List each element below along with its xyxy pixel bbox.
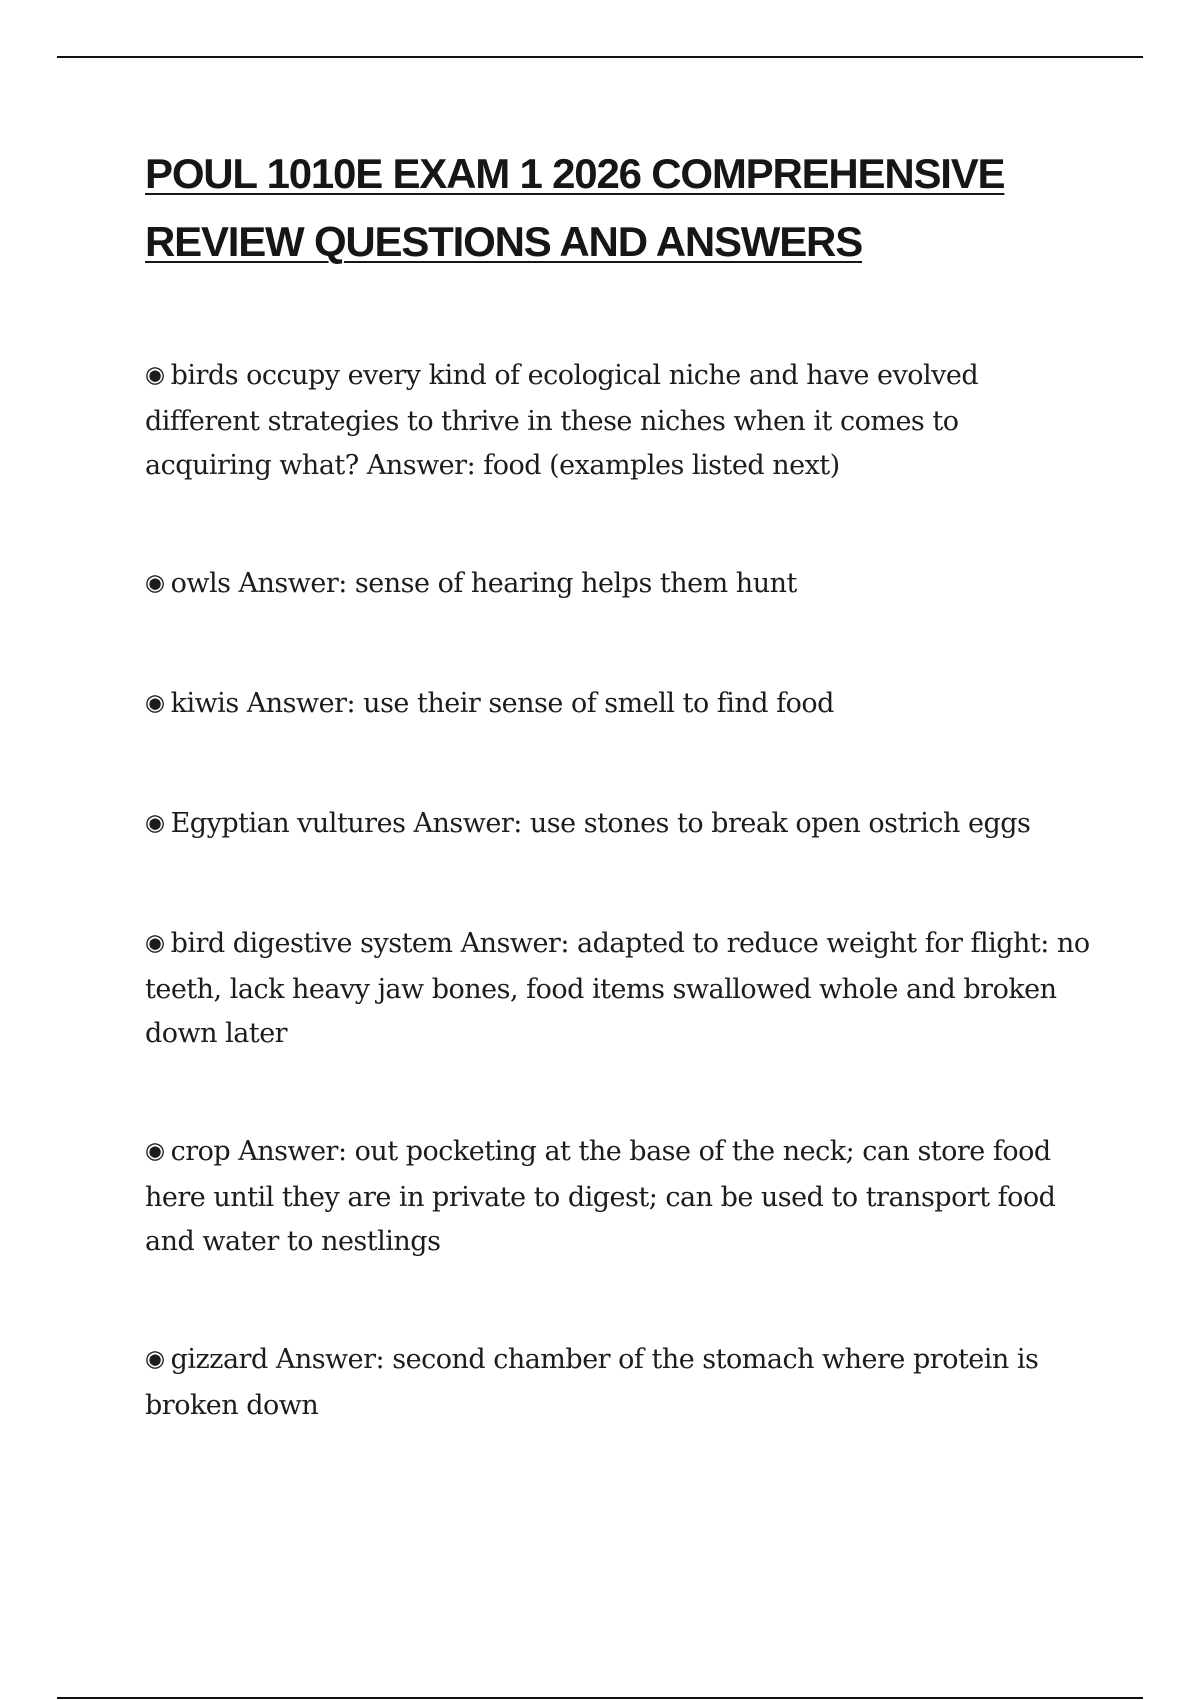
bullet-icon: ◉ <box>145 690 165 716</box>
bullet-icon: ◉ <box>145 1138 165 1164</box>
bullet-icon: ◉ <box>145 1346 165 1372</box>
bottom-divider <box>57 1697 1143 1699</box>
qa-item-text: crop Answer: out pocketing at the base of the neck; can store food here until they are in private to digest; can be used to transport food and water to nestlings <box>145 1136 1056 1257</box>
qa-item <box>145 682 1090 728</box>
qa-item <box>145 354 1090 489</box>
title-line-2: REVIEW QUESTIONS AND ANSWERS <box>145 218 863 265</box>
qa-item <box>145 1338 1090 1428</box>
qa-item <box>145 562 1090 608</box>
title-line-1: POUL 1010E EXAM 1 2026 COMPREHENSIVE <box>145 150 1005 197</box>
document-title <box>145 140 1105 276</box>
bullet-icon: ◉ <box>145 930 165 956</box>
bullet-icon: ◉ <box>145 362 165 388</box>
qa-item-text: Egyptian vultures Answer: use stones to break open ostrich eggs <box>170 808 1031 839</box>
qa-item-text: gizzard Answer: second chamber of the stomach where protein is broken down <box>145 1344 1039 1421</box>
qa-item-text: birds occupy every kind of ecological niche and have evolved different strategies to thrive in these niches when it comes to acquiring what? Answer: food (examples listed next) <box>145 360 979 481</box>
bullet-icon: ◉ <box>145 570 165 596</box>
qa-item <box>145 1130 1090 1265</box>
qa-item-text: owls Answer: sense of hearing helps them hunt <box>170 568 797 599</box>
bullet-icon: ◉ <box>145 810 165 836</box>
qa-item <box>145 802 1090 848</box>
qa-item-text: bird digestive system Answer: adapted to reduce weight for flight: no teeth, lack heavy jaw bones, food items swallowed whole and broken down later <box>145 928 1090 1049</box>
top-divider <box>57 56 1143 58</box>
qa-item-text: kiwis Answer: use their sense of smell to find food <box>170 688 834 719</box>
qa-item <box>145 922 1090 1057</box>
